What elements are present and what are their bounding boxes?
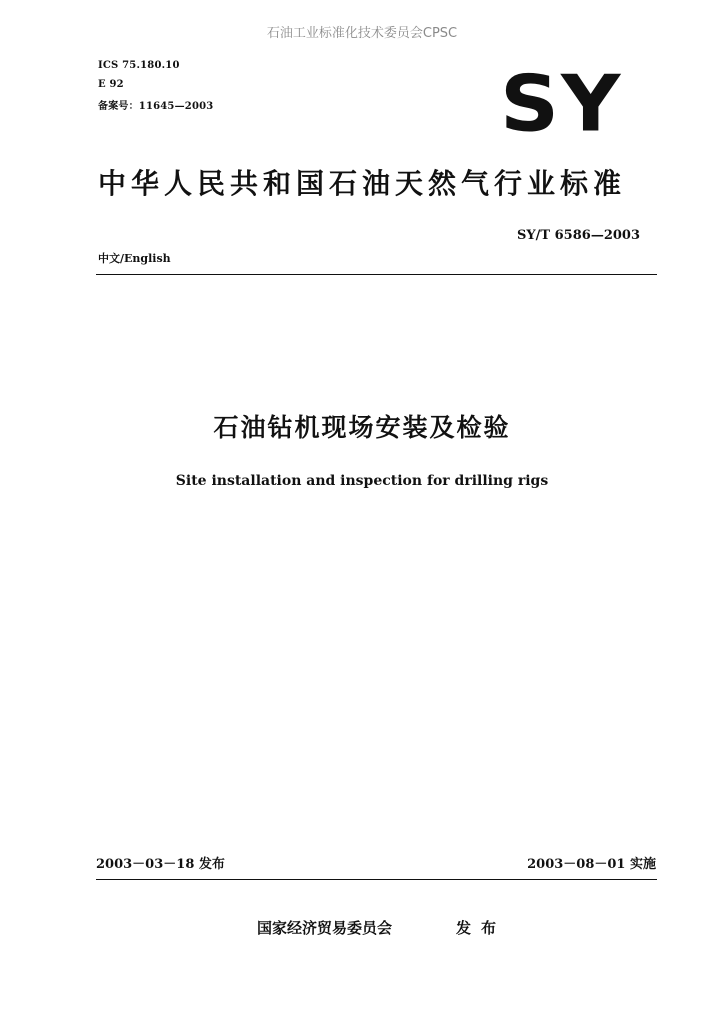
issuer-name: 国家经济贸易委员会 (257, 919, 393, 937)
language-label: 中文/English (98, 252, 171, 265)
issue-action: 发布 (456, 919, 507, 937)
ics-code: ICS 75.180.10 (98, 60, 180, 71)
footer-divider (96, 879, 657, 880)
category-code: E 92 (98, 79, 124, 90)
header-divider (96, 274, 657, 275)
release-date: 2003－03－18 发布 (96, 857, 225, 872)
sy-logo: SY (500, 59, 623, 150)
watermark: 石油工业标准化技术委员会CPSC (266, 26, 458, 41)
document-title-en: Site installation and inspection for drilling rigs (175, 473, 549, 489)
document-title-cn: 石油钻机现场安装及检验 (213, 413, 511, 442)
implementation-date: 2003－08－01 实施 (527, 857, 656, 872)
organization-title: 中华人民共和国石油天然气行业标准 (97, 167, 626, 200)
filing-number: 备案号：11645—2003 (98, 101, 214, 112)
standard-number: SY/T 6586—2003 (517, 228, 640, 243)
